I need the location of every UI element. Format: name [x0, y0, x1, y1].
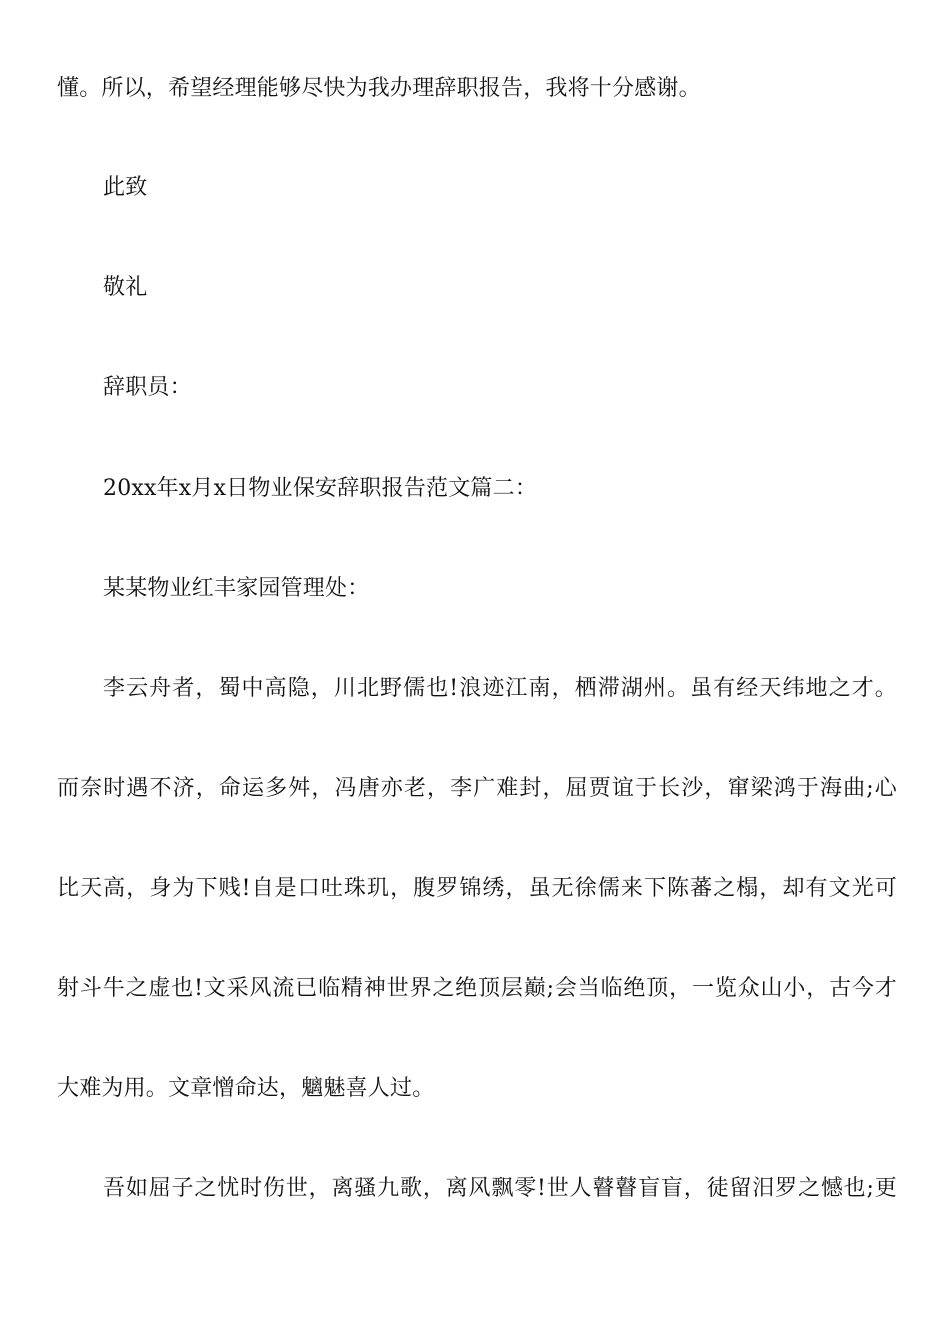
- letter-recipient: 某某物业红丰家园管理处：: [103, 576, 370, 601]
- paragraph-line: 大难为用。文章憎命达，魑魅喜人过。: [57, 1076, 435, 1101]
- paragraph-line: 而奈时遇不济，命运多舛，冯唐亦老，李广难封，屈贾谊于长沙，窜梁鸿于海曲;心: [57, 776, 897, 801]
- paragraph-line: 比天高，身为下贱!自是口吐珠玑，腹罗锦绣，虽无徐儒来下陈蕃之榻，却有文光可: [57, 876, 897, 901]
- resignee-label: 辞职员：: [103, 375, 192, 400]
- closing-regards: 敬礼: [103, 275, 148, 300]
- date-and-section-title: 20xx年x月x日物业保安辞职报告范文篇二：: [103, 476, 538, 501]
- closing-salutation: 此致: [103, 175, 148, 200]
- text-line-continuation: 懂。所以，希望经理能够尽快为我办理辞职报告，我将十分感谢。: [57, 76, 701, 101]
- paragraph-line: 李云舟者，蜀中高隐，川北野儒也!浪迹江南，栖滞湖州。虽有经天纬地之才。: [103, 676, 897, 701]
- paragraph-line: 射斗牛之虚也!文采风流已临精神世界之绝顶层巅;会当临绝顶，一览众山小，古今才: [57, 976, 897, 1001]
- paragraph-line: 吾如屈子之忧时伤世，离骚九歌，离风飘零!世人瞽瞽盲盲，徒留汨罗之憾也;更: [103, 1176, 897, 1201]
